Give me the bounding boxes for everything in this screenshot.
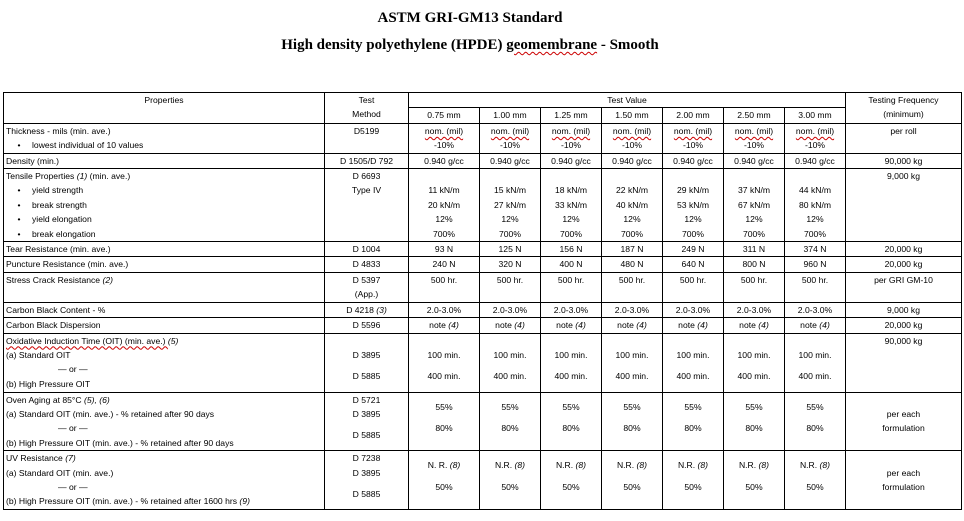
carbon-black-content-value: 2.0-3.0%: [541, 302, 602, 317]
puncture-value: 960 N: [785, 257, 846, 272]
oit-method: D 3895 D 5885: [325, 333, 409, 392]
uv-resistance-method: D 7238 D 3895 D 5885: [325, 451, 409, 510]
uv-resistance-value: N.R. (8) 50%: [785, 451, 846, 510]
oit-value: 100 min. 400 min.: [541, 333, 602, 392]
tensile-values: 15 kN/m 27 kN/m 12% 700%: [480, 169, 541, 242]
row-stress-crack: [4, 272, 962, 302]
uv-resistance-value: N.R. (8) 50%: [480, 451, 541, 510]
subtitle-geomembrane: geomembrane: [506, 37, 598, 53]
tear-value: 311 N: [724, 242, 785, 257]
puncture-value: 400 N: [541, 257, 602, 272]
oven-aging-value: 55% 80%: [480, 392, 541, 451]
stress-crack-value: 500 hr.: [602, 272, 663, 302]
tensile-frequency: 9,000 kg: [846, 169, 962, 242]
density-value: 0.940 g/cc: [409, 153, 480, 168]
stress-crack-value: 500 hr.: [724, 272, 785, 302]
stress-crack-value: 500 hr.: [480, 272, 541, 302]
oit-value: 100 min. 400 min.: [724, 333, 785, 392]
oven-aging-method: D 5721 D 3895 D 5885: [325, 392, 409, 451]
header-testing-frequency: Testing Frequency (minimum): [846, 93, 962, 124]
uv-resistance-label: UV Resistance (7) (a) Standard OIT (min. ave.) — or — (b) High Pressure OIT (min. ave.) - % retained after 1600 hrs (9): [4, 451, 325, 510]
puncture-value: 240 N: [409, 257, 480, 272]
specification-table: [3, 92, 962, 510]
carbon-black-dispersion-method: D 5596: [325, 318, 409, 333]
stress-crack-label: Stress Crack Resistance (2): [4, 272, 325, 302]
header-thickness-0: 0.75 mm: [409, 108, 480, 123]
thickness-value: nom. (mil) -10%: [541, 123, 602, 153]
stress-crack-value: 500 hr.: [663, 272, 724, 302]
tensile-label: Tensile Properties (1) (min. ave.) • yield strength • break strength • yield elongation • break elongation: [4, 169, 325, 242]
carbon-black-content-method: D 4218 (3): [325, 302, 409, 317]
header-test-method: Test Method: [325, 93, 409, 124]
document-title: ASTM GRI-GM13 Standard: [377, 10, 563, 26]
thickness-value: nom. (mil) -10%: [409, 123, 480, 153]
thickness-value: nom. (mil) -10%: [480, 123, 541, 153]
thickness-value: nom. (mil) -10%: [663, 123, 724, 153]
oven-aging-value: 55% 80%: [409, 392, 480, 451]
tear-value: 187 N: [602, 242, 663, 257]
stress-crack-method: D 5397 (App.): [325, 272, 409, 302]
oven-aging-value: 55% 80%: [602, 392, 663, 451]
carbon-black-dispersion-frequency: 20,000 kg: [846, 318, 962, 333]
header-thickness-1: 1.00 mm: [480, 108, 541, 123]
density-label: Density (min.): [4, 153, 325, 168]
header-thickness-2: 1.25 mm: [541, 108, 602, 123]
header-thickness-4: 2.00 mm: [663, 108, 724, 123]
carbon-black-dispersion-value: note (4): [663, 318, 724, 333]
header-test-value: Test Value: [409, 93, 846, 108]
tensile-values: 37 kN/m 67 kN/m 12% 700%: [724, 169, 785, 242]
header-properties: Properties: [4, 93, 325, 124]
oven-aging-frequency: per each formulation: [846, 392, 962, 451]
density-frequency: 90,000 kg: [846, 153, 962, 168]
density-value: 0.940 g/cc: [602, 153, 663, 168]
tear-method: D 1004: [325, 242, 409, 257]
oit-value: 100 min. 400 min.: [785, 333, 846, 392]
carbon-black-dispersion-value: note (4): [480, 318, 541, 333]
carbon-black-content-value: 2.0-3.0%: [409, 302, 480, 317]
tear-value: 125 N: [480, 242, 541, 257]
tear-value: 156 N: [541, 242, 602, 257]
subtitle-post: - Smooth: [597, 37, 659, 53]
oven-aging-value: 55% 80%: [541, 392, 602, 451]
header-thickness-3: 1.50 mm: [602, 108, 663, 123]
row-thickness: [4, 123, 962, 153]
oit-value: 100 min. 400 min.: [663, 333, 724, 392]
row-oven-aging: [4, 392, 962, 451]
tensile-method: D 6693 Type IV: [325, 169, 409, 242]
tear-value: 249 N: [663, 242, 724, 257]
carbon-black-content-value: 2.0-3.0%: [785, 302, 846, 317]
density-method: D 1505/D 792: [325, 153, 409, 168]
thickness-value: nom. (mil) -10%: [785, 123, 846, 153]
carbon-black-content-value: 2.0-3.0%: [602, 302, 663, 317]
header-thickness-6: 3.00 mm: [785, 108, 846, 123]
tensile-values: 44 kN/m 80 kN/m 12% 700%: [785, 169, 846, 242]
carbon-black-content-label: Carbon Black Content - %: [4, 302, 325, 317]
row-carbon-black-content: [4, 302, 962, 317]
tensile-values: 29 kN/m 53 kN/m 12% 700%: [663, 169, 724, 242]
stress-crack-value: 500 hr.: [541, 272, 602, 302]
oit-label: Oxidative Induction Time (OIT) (min. ave.) (5) (a) Standard OIT — or — (b) High Pressure OIT: [4, 333, 325, 392]
carbon-black-dispersion-value: note (4): [785, 318, 846, 333]
puncture-value: 800 N: [724, 257, 785, 272]
header-thickness-5: 2.50 mm: [724, 108, 785, 123]
carbon-black-dispersion-value: note (4): [541, 318, 602, 333]
puncture-frequency: 20,000 kg: [846, 257, 962, 272]
carbon-black-content-value: 2.0-3.0%: [480, 302, 541, 317]
puncture-value: 480 N: [602, 257, 663, 272]
density-value: 0.940 g/cc: [663, 153, 724, 168]
oven-aging-value: 55% 80%: [724, 392, 785, 451]
thickness-value: nom. (mil) -10%: [602, 123, 663, 153]
row-puncture: [4, 257, 962, 272]
thickness-frequency: per roll: [846, 123, 962, 153]
row-uv-resistance: [4, 451, 962, 510]
oven-aging-value: 55% 80%: [785, 392, 846, 451]
oit-value: 100 min. 400 min.: [602, 333, 663, 392]
puncture-value: 640 N: [663, 257, 724, 272]
tear-label: Tear Resistance (min. ave.): [4, 242, 325, 257]
uv-resistance-frequency: per each formulation: [846, 451, 962, 510]
carbon-black-dispersion-value: note (4): [724, 318, 785, 333]
uv-resistance-value: N.R. (8) 50%: [663, 451, 724, 510]
carbon-black-content-value: 2.0-3.0%: [724, 302, 785, 317]
puncture-value: 320 N: [480, 257, 541, 272]
row-tensile: [4, 169, 962, 242]
oit-frequency: 90,000 kg: [846, 333, 962, 392]
tensile-values: 22 kN/m 40 kN/m 12% 700%: [602, 169, 663, 242]
tear-frequency: 20,000 kg: [846, 242, 962, 257]
thickness-value: nom. (mil) -10%: [724, 123, 785, 153]
carbon-black-dispersion-label: Carbon Black Dispersion: [4, 318, 325, 333]
oit-value: 100 min. 400 min.: [480, 333, 541, 392]
oven-aging-label: Oven Aging at 85°C (5), (6) (a) Standard OIT (min. ave.) - % retained after 90 days — or — (b) High Pressure OIT (min. ave.) - % retained after 90 days: [4, 392, 325, 451]
density-value: 0.940 g/cc: [724, 153, 785, 168]
uv-resistance-value: N.R. (8) 50%: [724, 451, 785, 510]
tensile-values: 18 kN/m 33 kN/m 12% 700%: [541, 169, 602, 242]
subtitle-pre: High density polyethylene (HPDE): [281, 37, 507, 53]
thickness-label: Thickness - mils (min. ave.) • lowest individual of 10 values: [4, 123, 325, 153]
oit-value: 100 min. 400 min.: [409, 333, 480, 392]
row-tear: [4, 242, 962, 257]
thickness-method: D5199: [325, 123, 409, 153]
row-carbon-black-dispersion: [4, 318, 962, 333]
carbon-black-content-value: 2.0-3.0%: [663, 302, 724, 317]
puncture-label: Puncture Resistance (min. ave.): [4, 257, 325, 272]
density-value: 0.940 g/cc: [541, 153, 602, 168]
row-density: [4, 153, 962, 168]
density-value: 0.940 g/cc: [785, 153, 846, 168]
oven-aging-value: 55% 80%: [663, 392, 724, 451]
stress-crack-value: 500 hr.: [785, 272, 846, 302]
uv-resistance-value: N. R. (8) 50%: [409, 451, 480, 510]
uv-resistance-value: N.R. (8) 50%: [602, 451, 663, 510]
carbon-black-dispersion-value: note (4): [602, 318, 663, 333]
uv-resistance-value: N.R. (8) 50%: [541, 451, 602, 510]
tear-value: 374 N: [785, 242, 846, 257]
stress-crack-frequency: per GRI GM-10: [846, 272, 962, 302]
carbon-black-content-frequency: 9,000 kg: [846, 302, 962, 317]
puncture-method: D 4833: [325, 257, 409, 272]
stress-crack-value: 500 hr.: [409, 272, 480, 302]
carbon-black-dispersion-value: note (4): [409, 318, 480, 333]
tensile-values: 11 kN/m 20 kN/m 12% 700%: [409, 169, 480, 242]
row-oit: [4, 333, 962, 392]
tear-value: 93 N: [409, 242, 480, 257]
document-subtitle: [0, 37, 940, 54]
density-value: 0.940 g/cc: [480, 153, 541, 168]
